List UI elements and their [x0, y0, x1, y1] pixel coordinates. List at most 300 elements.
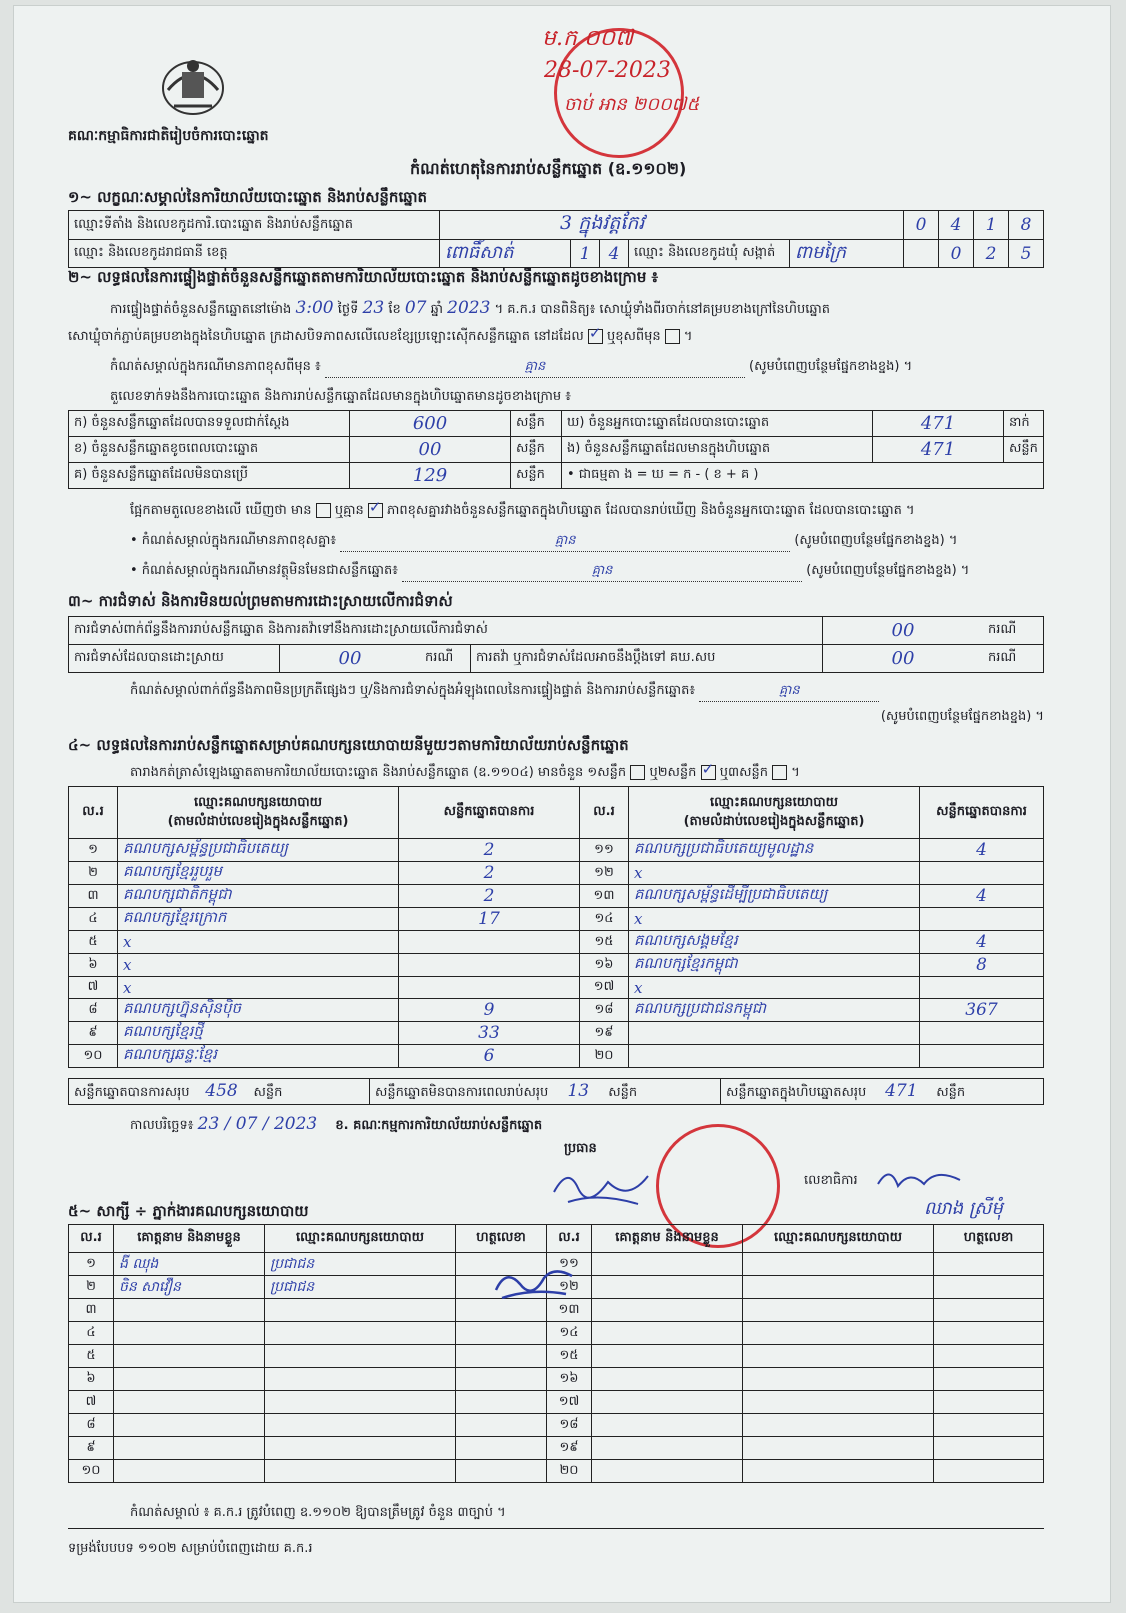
total-valid-label: សន្លឹកឆ្នោតបានការសរុប — [74, 1084, 190, 1100]
section1-table — [68, 210, 1044, 268]
witness-party: ប្រជាជន — [265, 1276, 456, 1299]
verify-day: 23 — [362, 298, 385, 318]
table-row — [69, 954, 1044, 977]
station-value: 3 ក្នុងវត្តកែវ — [440, 211, 904, 240]
party-name: គណបក្សហ្វ៊ុនស៊ិនប៉ិច — [118, 999, 399, 1022]
row-no: ១០ — [69, 1045, 118, 1068]
unit: សន្លឹក — [511, 411, 562, 437]
witness-party — [743, 1322, 934, 1345]
table-row — [69, 862, 1044, 885]
section4-title: ៤~ លទ្ធផលនៃការរាប់សន្លឹកឆ្នោតសម្រាប់គណបក្សនយោបាយនីមួយៗតាមការិយាល័យរាប់សន្លឹកឆ្នោត — [68, 736, 629, 754]
row-no: ១៨ — [547, 1414, 592, 1437]
witness-signature — [456, 1414, 547, 1437]
date-value: 23 / 07 / 2023 — [197, 1114, 318, 1134]
table-row — [69, 931, 1044, 954]
total-valid-value: 458 — [205, 1080, 238, 1101]
party-votes — [920, 1045, 1044, 1068]
witness-party — [743, 1299, 934, 1322]
table-row — [69, 908, 1044, 931]
witness-name — [592, 1299, 743, 1322]
row-no: ១៩ — [547, 1437, 592, 1460]
compare-none-label: ឬគ្មាន — [334, 503, 364, 518]
witness-name — [114, 1414, 265, 1437]
total-box-value: 471 — [885, 1080, 918, 1101]
witness-signature — [934, 1322, 1044, 1345]
party-name — [629, 1022, 920, 1045]
party-name: គណបក្សសម្ព័ន្ធប្រជាធិបតេយ្យ — [118, 839, 399, 862]
voters-value: 471 — [873, 411, 1004, 437]
received-label: ក) ចំនួនសន្លឹកឆ្នោតដែលបានទទួលជាក់ស្តែង — [69, 411, 350, 437]
section3-title: ៣~ ការជំទាស់ និងការមិនយល់ព្រមតាមការដោះស្រាយលើការជំទាស់ — [68, 592, 453, 610]
province-label: ឈ្មោះ និងលេខកូដរាជធានី ខេត្ត — [69, 240, 440, 268]
different-label: ឬខុសពីមុន — [606, 329, 661, 344]
unit: សន្លឹក — [511, 463, 562, 489]
commune-label: ឈ្មោះ និងលេខកូដឃុំ សង្កាត់ — [629, 240, 790, 268]
irregularity-note-value: គ្មាន — [699, 682, 879, 702]
row-no: ១៦ — [580, 954, 629, 977]
row-no: ២០ — [547, 1460, 592, 1483]
row-no: ៩ — [69, 1437, 114, 1460]
row-no: ១០ — [69, 1460, 114, 1483]
footnote: កំណត់សម្គាល់ ៖ គ.ក.រ ត្រូវបំពេញ ឧ.១១០២ ឱ្យបានត្រឹមត្រូវ ចំនួន ៣ច្បាប់ ។ — [130, 1505, 506, 1520]
station-code-digit: 4 — [939, 211, 974, 240]
party-votes: 9 — [399, 999, 580, 1022]
row-no: ១៩ — [580, 1022, 629, 1045]
objection-value: 00 — [823, 617, 984, 645]
row-no: ៩ — [69, 1022, 118, 1045]
col-sign: ហត្ថលេខា — [934, 1225, 1044, 1253]
col-party-title: ឈ្មោះគណបក្សនយោបាយ — [710, 794, 838, 810]
irregularity-note — [130, 682, 879, 702]
total-invalid-label: សន្លឹកឆ្នោតមិនបានការពេលរាប់សរុប — [375, 1084, 549, 1100]
witness-name — [592, 1322, 743, 1345]
party-name: គណបក្សខ្មែរក្រោក — [118, 908, 399, 931]
party-votes — [399, 931, 580, 954]
same-checkbox[interactable] — [588, 329, 603, 344]
three-sheet-checkbox[interactable] — [772, 765, 787, 780]
witness-name — [592, 1368, 743, 1391]
verify-statement: ។ គ.ក.រ បានពិនិត្យ៖ សោឃ្លុំទាំងពីរចាក់នៅគម្របខាងក្រៅនៃហិបឆ្នោត — [494, 302, 830, 317]
row-no: ៥ — [69, 1345, 114, 1368]
party-name: x — [118, 931, 399, 954]
party-votes: 2 — [399, 839, 580, 862]
witness-party — [743, 1253, 934, 1276]
doubt-note-suffix: (សូមបំពេញបន្ថែមផ្នែកខាងខ្នង) ។ — [806, 563, 970, 578]
row-no: ២ — [69, 1276, 114, 1299]
nec-emblem-icon — [154, 50, 232, 122]
verify-year: 2023 — [447, 298, 491, 318]
col-party-subtitle: (តាមលំដាប់លេខរៀងក្នុងសន្លឹកឆ្នោត) — [683, 813, 865, 829]
witness-name — [592, 1437, 743, 1460]
party-name: គណបក្សឆន្ទៈខ្មែរ — [118, 1045, 399, 1068]
col-no: ល.រ — [69, 1225, 114, 1253]
section2-title: ២~ លទ្ធផលនៃការផ្ទៀងផ្ទាត់ចំនួនសន្លឹកឆ្នោតតាមការិយាល័យបោះឆ្នោត និងរាប់សន្លឹកឆ្នោតដូចខាងក្រោម ៖ — [68, 268, 659, 286]
witness-name: ងី ឈុង — [114, 1253, 265, 1276]
unit: សន្លឹក — [1004, 437, 1044, 463]
witness-party — [265, 1368, 456, 1391]
doubt-note-value: គ្មាន — [402, 562, 802, 582]
station-code-digit: 8 — [1009, 211, 1044, 240]
witness-party — [743, 1276, 934, 1299]
witness-signature — [934, 1276, 1044, 1299]
difference-note-suffix: (សូមបំពេញបន្ថែមផ្នែកខាងខ្នង) ។ — [749, 359, 913, 374]
unit: នាក់ — [1004, 411, 1044, 437]
party-votes: 2 — [399, 885, 580, 908]
col-no: ល.រ — [580, 787, 629, 839]
witness-name — [592, 1345, 743, 1368]
witness-name — [114, 1345, 265, 1368]
one-sheet-checkbox[interactable] — [630, 765, 645, 780]
resolved-label: ការជំទាស់ដែលបានដោះស្រាយ — [69, 645, 280, 673]
witness-name — [592, 1414, 743, 1437]
formula: • ជាធម្មតា ង = ឃ = ក - ( ខ + គ ) — [562, 463, 1044, 489]
party-name: គណបក្សខ្មែររួបរួម — [118, 862, 399, 885]
witness-name — [592, 1460, 743, 1483]
party-name: x — [118, 954, 399, 977]
party-votes: 6 — [399, 1045, 580, 1068]
irregularity-suffix: (សូមបំពេញបន្ថែមផ្នែកខាងខ្នង) ។ — [880, 709, 1044, 724]
three-sheet-label: ឬ៣សន្លឹក — [719, 765, 768, 780]
party-votes — [920, 1022, 1044, 1045]
in-box-value: 471 — [873, 437, 1004, 463]
form-paper — [14, 6, 1110, 1602]
seal-statement: សោឃ្លុំចាក់ភ្ជាប់គម្របខាងក្នុងនៃហិបឆ្នោត ក្រដាសបិទភាពសលើលេខខ្សែប្រឡោះស៊ើកសន្លឹកឆ្នោត នៅដដែល — [68, 329, 584, 344]
party-name: x — [118, 977, 399, 999]
table-row — [69, 1391, 1044, 1414]
witness-signature — [934, 1368, 1044, 1391]
table-row — [69, 1437, 1044, 1460]
form-title: កំណត់ហេតុនៃការរាប់សន្លឹកឆ្នោត (ឧ.១១០២) — [410, 159, 687, 178]
col-party — [118, 787, 399, 839]
totals-table — [68, 1078, 1044, 1105]
witness-party — [265, 1414, 456, 1437]
row-no: ២០ — [580, 1045, 629, 1068]
party-votes: 4 — [920, 885, 1044, 908]
row-no: ៦ — [69, 954, 118, 977]
row-no: ១៤ — [580, 908, 629, 931]
commune-code-digit: 0 — [939, 240, 974, 268]
unit: សន្លឹក — [511, 437, 562, 463]
chair-signature-icon — [548, 1162, 668, 1212]
verify-month-label: ខែ — [388, 302, 401, 317]
witness-party — [743, 1391, 934, 1414]
witness-name — [114, 1460, 265, 1483]
col-party: ឈ្មោះគណបក្សនយោបាយ — [265, 1225, 456, 1253]
secretary-name: ឈាង ស្រីមុំ — [924, 1198, 1003, 1219]
witness-signature — [456, 1368, 547, 1391]
party-name: x — [629, 977, 920, 999]
appeal-label: ការតវ៉ា ឬការជំទាស់ដែលអាចនឹងប្តឹងទៅ គឃ.សប — [471, 645, 823, 673]
col-no: ល.រ — [547, 1225, 592, 1253]
two-sheet-checkbox[interactable] — [701, 765, 716, 780]
row-no: ៥ — [69, 931, 118, 954]
unit: សន្លឹក — [253, 1084, 283, 1100]
party-name: គណបក្សជាតិកម្ពុជា — [118, 885, 399, 908]
party-name: គណបក្សសម្ព័ន្ធដើម្បីប្រជាធិបតេយ្យ — [629, 885, 920, 908]
diff-note — [130, 532, 957, 552]
party-votes: 8 — [920, 954, 1044, 977]
commune-code-digit: 2 — [974, 240, 1009, 268]
party-votes — [399, 954, 580, 977]
compare-line — [130, 502, 915, 521]
witness-signature — [934, 1253, 1044, 1276]
party-votes: 17 — [399, 908, 580, 931]
col-name: គោត្តនាម និងនាមខ្លួន — [592, 1225, 743, 1253]
spoiled-label: ខ) ចំនួនសន្លឹកឆ្នោតខូចពេលបោះឆ្នោត — [69, 437, 350, 463]
unused-label: គ) ចំនួនសន្លឹកឆ្នោតដែលមិនបានប្រើ — [69, 463, 350, 489]
col-name: គោត្តនាម និងនាមខ្លួន — [114, 1225, 265, 1253]
witness-name — [114, 1437, 265, 1460]
witness-party — [743, 1414, 934, 1437]
row-no: ៤ — [69, 908, 118, 931]
secretary-label: លេខាធិការ — [804, 1173, 858, 1188]
party-votes: 33 — [399, 1022, 580, 1045]
total-box — [721, 1079, 1044, 1105]
objection-table — [68, 616, 1044, 673]
row-no: ១៨ — [580, 999, 629, 1022]
witness-party — [743, 1437, 934, 1460]
party-votes: 4 — [920, 839, 1044, 862]
row-no: ៨ — [69, 999, 118, 1022]
witness-table — [68, 1224, 1044, 1483]
party-votes-table — [68, 786, 1044, 1068]
witness-name — [114, 1322, 265, 1345]
spoiled-value: 00 — [350, 437, 511, 463]
verify-intro — [110, 298, 830, 320]
witness-name — [114, 1299, 265, 1322]
unit: ករណី — [983, 645, 1044, 673]
party-name: គណបក្សប្រជាជនកម្ពុជា — [629, 999, 920, 1022]
witness-party — [743, 1368, 934, 1391]
party-name: គណបក្សប្រជាធិបតេយ្យមូលដ្ឋាន — [629, 839, 920, 862]
station-label: ឈ្មោះទីតាំង និងលេខកូដការិ.បោះឆ្នោត និងរាប់សន្លឹកឆ្នោត — [69, 211, 440, 240]
appeal-value: 00 — [823, 645, 984, 673]
table-row — [69, 1345, 1044, 1368]
table-row — [69, 1022, 1044, 1045]
col-party — [629, 787, 920, 839]
party-votes: 4 — [920, 931, 1044, 954]
total-box-label: សន្លឹកឆ្នោតក្នុងហិបឆ្នោតសរុប — [726, 1084, 867, 1100]
difference-note — [110, 358, 912, 378]
doubt-note-label: • កំណត់សម្គាល់ក្នុងករណីមានវត្ថុមិនមែនជាសន្លឹកឆ្នោត៖ — [130, 563, 398, 578]
witness-party — [265, 1345, 456, 1368]
party-name: គណបក្សខ្មែរថ្មី — [118, 1022, 399, 1045]
row-no: ១៧ — [547, 1391, 592, 1414]
has-difference-checkbox[interactable] — [316, 503, 331, 518]
footer-divider — [68, 1528, 1044, 1529]
party-name — [629, 1045, 920, 1068]
witness-signature — [934, 1345, 1044, 1368]
party-votes — [920, 977, 1044, 999]
col-party-title: ឈ្មោះគណបក្សនយោបាយ — [194, 794, 322, 810]
witness-name — [114, 1391, 265, 1414]
total-invalid — [370, 1079, 721, 1105]
difference-note-value: គ្មាន — [325, 358, 745, 378]
party-votes — [920, 908, 1044, 931]
table-intro: តួលេខទាក់ទងនឹងការបោះឆ្នោត និងការរាប់សន្លឹកឆ្នោតដែលមានក្នុងហិបឆ្នោតមានដូចខាងក្រោម ៖ — [110, 389, 571, 404]
table-row — [69, 839, 1044, 862]
witness-signature — [456, 1345, 547, 1368]
row-no: ១៣ — [547, 1299, 592, 1322]
in-box-label: ង) ចំនួនសន្លឹកឆ្នោតដែលមានក្នុងហិបឆ្នោត — [562, 437, 873, 463]
section5-title: ៥~ សាក្សី ÷ ភ្នាក់ងារគណបក្សនយោបាយ — [68, 1202, 309, 1220]
date-label: កាលបរិច្ឆេទ៖ — [130, 1118, 194, 1133]
row-no: ៦ — [69, 1368, 114, 1391]
witness-name: ចិន សាវឿន — [114, 1276, 265, 1299]
verify-year-label: ឆ្នាំ — [430, 302, 444, 317]
witness-party — [743, 1460, 934, 1483]
witness-party: ប្រជាជន — [265, 1253, 456, 1276]
col-no: ល.រ — [69, 787, 118, 839]
row-no: ៤ — [69, 1322, 114, 1345]
party-name: x — [629, 862, 920, 885]
difference-note-label: កំណត់សម្គាល់ក្នុងករណីមានភាពខុសពីមុន ៖ — [110, 359, 321, 374]
compare-statement: ភាពខុសគ្នារវាងចំនួនសន្លឹកឆ្នោតក្នុងហិបឆ្នោត ដែលបានរាប់ឃើញ និងចំនួនអ្នកបោះឆ្នោត ដែលបានបោះឆ្នោត ។ — [387, 503, 915, 518]
col-party-subtitle: (តាមលំដាប់លេខរៀងក្នុងសន្លឹកឆ្នោត) — [167, 813, 349, 829]
two-sheet-label: ឬ២សន្លឹក — [649, 765, 697, 780]
table-row — [69, 1322, 1044, 1345]
row-no: ១ — [69, 839, 118, 862]
section1-title: ១~ លក្ខណៈសម្គាល់នៃការិយាល័យបោះឆ្នោត និងរាប់សន្លឹកឆ្នោត — [68, 188, 428, 206]
stamp-note-1: ម.ក ០០៧ — [542, 26, 634, 51]
row-no: ៨ — [69, 1414, 114, 1437]
province-value: ពោធិ៍សាត់ — [440, 240, 571, 268]
sheet-count-line: តារាងកត់ត្រាសំឡេងឆ្នោតតាមការិយាល័យបោះឆ្នោត និងរាប់សន្លឹកឆ្នោត (ឧ.១១០៤) មានចំនួន ១សន្លឹក ឬ២សន្លឹក ✓ ឬ៣សន្លឹក ។ — [130, 764, 800, 783]
doubt-note — [130, 562, 969, 582]
chair-label: ប្រធាន — [564, 1141, 597, 1156]
witness-signature — [934, 1299, 1044, 1322]
row-no: ១៥ — [547, 1345, 592, 1368]
witness-name — [592, 1253, 743, 1276]
committee-name: គណៈកម្មាធិការជាតិរៀបចំការបោះឆ្នោត — [68, 128, 269, 144]
col-votes: សន្លឹកឆ្នោតបានការ — [399, 787, 580, 839]
witness-signature — [934, 1414, 1044, 1437]
row-no: ១១ — [580, 839, 629, 862]
row-no: ៧ — [69, 1391, 114, 1414]
ballot-count-table — [68, 410, 1044, 489]
commission-label: ខ. គណៈកម្មការការិយាល័យរាប់សន្លឹកឆ្នោត — [335, 1118, 543, 1133]
party-votes — [920, 862, 1044, 885]
party-votes: 367 — [920, 999, 1044, 1022]
different-checkbox[interactable] — [665, 329, 680, 344]
table-row — [69, 1045, 1044, 1068]
total-invalid-value: 13 — [567, 1080, 590, 1101]
party-votes: 2 — [399, 862, 580, 885]
witness-signature — [934, 1460, 1044, 1483]
witness-signature — [456, 1322, 547, 1345]
witness-signature — [456, 1437, 547, 1460]
station-code-digit: 0 — [904, 211, 939, 240]
row-no: ១៤ — [547, 1322, 592, 1345]
witness-name — [592, 1391, 743, 1414]
sheet-count-label: តារាងកត់ត្រាសំឡេងឆ្នោតតាមការិយាល័យបោះឆ្នោត និងរាប់សន្លឹកឆ្នោត (ឧ.១១០៤) មានចំនួន ១សន្លឹក — [130, 765, 627, 780]
unit: ករណី — [420, 645, 471, 673]
commune-value: ពាមក្រៃ — [790, 240, 904, 268]
row-no: ១៥ — [580, 931, 629, 954]
verify-month: 07 — [404, 298, 427, 318]
verify-line2: សោឃ្លុំចាក់ភ្ជាប់គម្របខាងក្នុងនៃហិបឆ្នោត ក្រដាសបិទភាពសលើលេខខ្សែប្រឡោះស៊ើកសន្លឹកឆ្នោត នៅដដែល ✓ ឬខុសពីមុន ។ — [68, 328, 692, 347]
party-name: គណបក្សសង្គមខ្មែរ — [629, 931, 920, 954]
party-name: គណបក្សខ្មែរកម្ពុជា — [629, 954, 920, 977]
witness-signature — [456, 1391, 547, 1414]
col-party: ឈ្មោះគណបក្សនយោបាយ — [743, 1225, 934, 1253]
party-name: x — [629, 908, 920, 931]
row-no: ១៣ — [580, 885, 629, 908]
witness-signature — [456, 1460, 547, 1483]
station-code-digit: 1 — [974, 211, 1009, 240]
diff-note-value: គ្មាន — [340, 532, 790, 552]
province-code-digit: 1 — [571, 240, 600, 268]
row-no: ១២ — [547, 1276, 592, 1299]
no-difference-checkbox[interactable] — [368, 503, 383, 518]
witness-party — [265, 1299, 456, 1322]
witness-signature — [934, 1391, 1044, 1414]
unused-value: 129 — [350, 463, 511, 489]
compare-has-label: ផ្អែកតាមតួលេខខាងលើ ឃើញថា មាន — [130, 503, 312, 518]
row-no: ១៦ — [547, 1368, 592, 1391]
row-no: ៣ — [69, 885, 118, 908]
form-note: ទម្រង់បែបបទ ១១០២ សម្រាប់បំពេញដោយ គ.ក.រ — [68, 1541, 313, 1556]
witness-party — [265, 1460, 456, 1483]
unit: សន្លឹក — [608, 1084, 638, 1100]
secretary-signature-icon — [874, 1162, 964, 1196]
table-row — [69, 885, 1044, 908]
stamp-note-3: ចាប់ អាន ២០០៧៥ — [564, 94, 700, 115]
row-no: ១៧ — [580, 977, 629, 999]
table-row — [69, 1460, 1044, 1483]
row-no: ៧ — [69, 977, 118, 999]
total-valid — [69, 1079, 370, 1105]
col-votes: សន្លឹកឆ្នោតបានការ — [920, 787, 1044, 839]
verify-day-label: ថ្ងៃទី — [337, 302, 359, 317]
table-row — [69, 1368, 1044, 1391]
witness-name — [114, 1368, 265, 1391]
date-line — [130, 1114, 542, 1136]
received-value: 600 — [350, 411, 511, 437]
witness-party — [265, 1437, 456, 1460]
witness-party — [743, 1345, 934, 1368]
row-no: ២ — [69, 862, 118, 885]
diff-note-label: • កំណត់សម្គាល់ក្នុងករណីមានភាពខុសគ្នា៖ — [130, 533, 337, 548]
province-code-digit: 4 — [600, 240, 629, 268]
table-row — [69, 977, 1044, 999]
unit: ករណី — [983, 617, 1044, 645]
verify-time: 3:00 — [295, 298, 334, 318]
voters-label: ឃ) ចំនួនអ្នកបោះឆ្នោតដែលបានបោះឆ្នោត — [562, 411, 873, 437]
verify-time-label: ការផ្ទៀងផ្ទាត់ចំនួនសន្លឹកឆ្នោតនៅម៉ោង — [110, 302, 292, 317]
col-sign: ហត្ថលេខា — [456, 1225, 547, 1253]
witness-party — [265, 1322, 456, 1345]
witness-name — [592, 1276, 743, 1299]
commune-code-digit: 5 — [1009, 240, 1044, 268]
stamp-note-2: 28-07-2023 — [544, 58, 671, 83]
resolved-value: 00 — [280, 645, 421, 673]
witness-signature-icon — [492, 1264, 576, 1304]
diff-note-suffix: (សូមបំពេញបន្ថែមផ្នែកខាងខ្នង) ។ — [794, 533, 958, 548]
row-no: ១១ — [547, 1253, 592, 1276]
table-row — [69, 999, 1044, 1022]
objection-label: ការជំទាស់ពាក់ព័ន្ធនឹងការរាប់សន្លឹកឆ្នោត និងការតវ៉ាទៅនឹងការដោះស្រាយលើការជំទាស់ — [69, 617, 823, 645]
unit: សន្លឹក — [936, 1084, 966, 1100]
row-no: ១ — [69, 1253, 114, 1276]
table-row — [69, 1414, 1044, 1437]
irregularity-note-label: កំណត់សម្គាល់ពាក់ព័ន្ធនឹងភាពមិនប្រក្រតីផ្សេងៗ ឬ/និងការជំទាស់ក្នុងអំឡុងពេលនៃការផ្ទៀងផ្ទាត់ និងការរាប់សន្លឹកឆ្នោត៖ — [130, 683, 696, 698]
witness-party — [265, 1391, 456, 1414]
party-votes — [399, 977, 580, 999]
row-no: ៣ — [69, 1299, 114, 1322]
row-no: ១២ — [580, 862, 629, 885]
witness-signature — [934, 1437, 1044, 1460]
